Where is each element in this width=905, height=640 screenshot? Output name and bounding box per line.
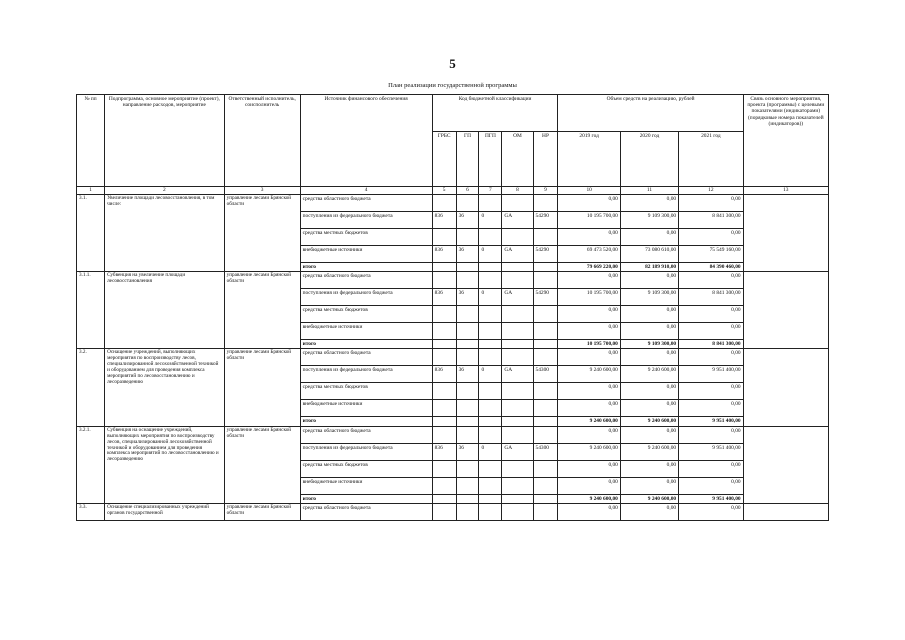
budget-code-pgp	[479, 229, 502, 246]
budget-code-pgp	[479, 323, 502, 340]
amount-y2020: 9 109 300,00	[620, 289, 678, 306]
header-indicator-link: Связь основного мероприятия, проекта (программы) с целевыми показателями (индикаторами) (порядковые номера показателей (индикаторов))	[743, 95, 828, 187]
budget-code-om	[502, 477, 533, 494]
amount-y2020: 0,00	[620, 383, 678, 400]
amount-y2019: 0,00	[558, 426, 620, 443]
amount-y2019: 69 473 520,00	[558, 246, 620, 263]
budget-code-gp	[456, 494, 479, 503]
table-row	[77, 272, 829, 289]
amount-y2019: 0,00	[558, 349, 620, 366]
budget-code-gp	[456, 383, 479, 400]
amount-y2019: 9 240 600,00	[558, 366, 620, 383]
funding-source: внебюджетные источники	[300, 400, 432, 417]
funding-source: итого	[300, 417, 432, 426]
budget-code-om	[502, 306, 533, 323]
budget-code-om	[502, 263, 533, 272]
amount-y2021: 0,00	[679, 460, 744, 477]
amount-y2019: 0,00	[558, 503, 620, 520]
amount-y2019: 0,00	[558, 229, 620, 246]
funding-source: поступления из федерального бюджета	[300, 289, 432, 306]
amount-y2021: 9 951 400,00	[679, 366, 744, 383]
budget-code-om: GA	[502, 289, 533, 306]
budget-code-pgp: 0	[479, 289, 502, 306]
amount-y2019: 9 240 600,00	[558, 443, 620, 460]
responsible-executor: управление лесами Брянской области	[224, 503, 300, 520]
budget-code-np	[533, 400, 558, 417]
amount-y2020: 0,00	[620, 195, 678, 212]
funding-source: поступления из федерального бюджета	[300, 443, 432, 460]
budget-code-grbs	[432, 340, 456, 349]
funding-source: поступления из федерального бюджета	[300, 366, 432, 383]
row-number: 3.2.	[77, 349, 105, 426]
budget-code-gp: 36	[456, 443, 479, 460]
budget-code-gp	[456, 272, 479, 289]
amount-y2021: 0,00	[679, 272, 744, 289]
table-row	[77, 503, 829, 520]
table-row	[77, 195, 829, 212]
header-program: Подпрограмма, основное мероприятие (проект), направление расходов, мероприятие	[105, 95, 225, 187]
funding-source: итого	[300, 340, 432, 349]
column-numbering-row	[77, 187, 829, 195]
header-2021: 2021 год	[679, 132, 744, 187]
budget-code-np	[533, 383, 558, 400]
amount-y2019: 9 240 600,00	[558, 417, 620, 426]
header-np: НР	[533, 132, 558, 187]
budget-code-pgp	[479, 460, 502, 477]
header-pgp: ПГП	[479, 132, 502, 187]
budget-code-pgp: 0	[479, 443, 502, 460]
budget-code-gp	[456, 460, 479, 477]
amount-y2020: 9 109 300,00	[620, 340, 678, 349]
budget-code-gp	[456, 503, 479, 520]
header-responsible: Ответственный исполнитель, соисполнитель	[224, 95, 300, 187]
amount-y2021: 0,00	[679, 400, 744, 417]
funding-source: внебюджетные источники	[300, 246, 432, 263]
budget-code-om: GA	[502, 443, 533, 460]
budget-code-pgp	[479, 400, 502, 417]
budget-code-om	[502, 503, 533, 520]
funding-source: средства областного бюджета	[300, 426, 432, 443]
column-number: 7	[479, 187, 502, 195]
budget-code-pgp	[479, 426, 502, 443]
column-number: 6	[456, 187, 479, 195]
budget-code-np	[533, 306, 558, 323]
row-number: 3.3.	[77, 503, 105, 520]
amount-y2020: 0,00	[620, 400, 678, 417]
budget-code-grbs	[432, 229, 456, 246]
amount-y2021: 0,00	[679, 383, 744, 400]
budget-code-grbs	[432, 349, 456, 366]
budget-code-om	[502, 229, 533, 246]
budget-code-gp	[456, 340, 479, 349]
budget-code-pgp	[479, 477, 502, 494]
budget-code-gp	[456, 477, 479, 494]
header-num: № пп	[77, 95, 105, 187]
funding-source: средства областного бюджета	[300, 503, 432, 520]
budget-code-grbs	[432, 503, 456, 520]
budget-code-gp: 36	[456, 246, 479, 263]
amount-y2021: 9 951 400,00	[679, 417, 744, 426]
budget-code-gp	[456, 195, 479, 212]
amount-y2020: 9 109 300,00	[620, 212, 678, 229]
indicator-link	[743, 272, 828, 349]
budget-code-pgp: 0	[479, 246, 502, 263]
activity-name: Субвенция на увеличение площади лесовосстановления	[105, 272, 225, 349]
responsible-executor: управление лесами Брянской области	[224, 195, 300, 272]
budget-code-np: 54300	[533, 443, 558, 460]
funding-source: итого	[300, 263, 432, 272]
amount-y2020: 82 189 910,00	[620, 263, 678, 272]
amount-y2021: 75 549 160,00	[679, 246, 744, 263]
budget-code-np	[533, 340, 558, 349]
amount-y2020: 0,00	[620, 503, 678, 520]
amount-y2020: 0,00	[620, 229, 678, 246]
header-source: Источник финансового обеспечения	[300, 95, 432, 187]
column-number: 4	[300, 187, 432, 195]
budget-code-np	[533, 272, 558, 289]
budget-code-pgp	[479, 417, 502, 426]
column-number: 8	[502, 187, 533, 195]
amount-y2020: 0,00	[620, 460, 678, 477]
budget-code-np	[533, 195, 558, 212]
amount-y2019: 10 195 700,00	[558, 340, 620, 349]
budget-code-gp	[456, 349, 479, 366]
budget-code-pgp	[479, 503, 502, 520]
row-number: 3.1.1.	[77, 272, 105, 349]
budget-code-np	[533, 229, 558, 246]
amount-y2021: 0,00	[679, 195, 744, 212]
funding-source: средства областного бюджета	[300, 195, 432, 212]
funding-source: итого	[300, 494, 432, 503]
budget-code-grbs	[432, 323, 456, 340]
activity-name: Увеличение площади лесовосстановления, в том числе:	[105, 195, 225, 272]
amount-y2019: 0,00	[558, 460, 620, 477]
amount-y2021: 84 390 460,00	[679, 263, 744, 272]
activity-name: Оснащение учреждений, выполняющих мероприятия по воспроизводству лесов, специализированной лесохозяйственной техникой и оборудованием для проведения комплекса мероприятий по лесовосстановлению и лесоразведению	[105, 349, 225, 426]
row-number: 3.1.	[77, 195, 105, 272]
amount-y2019: 0,00	[558, 477, 620, 494]
header-2019: 2019 год	[558, 132, 620, 187]
column-number: 10	[558, 187, 620, 195]
indicator-link	[743, 426, 828, 503]
amount-y2020: 0,00	[620, 272, 678, 289]
budget-code-grbs: 836	[432, 289, 456, 306]
budget-code-gp	[456, 263, 479, 272]
budget-code-np	[533, 417, 558, 426]
budget-code-pgp	[479, 272, 502, 289]
amount-y2019: 79 669 220,00	[558, 263, 620, 272]
amount-y2021: 9 951 400,00	[679, 494, 744, 503]
budget-code-np	[533, 460, 558, 477]
funding-source: внебюджетные источники	[300, 477, 432, 494]
amount-y2019: 10 195 700,00	[558, 289, 620, 306]
budget-code-np	[533, 477, 558, 494]
budget-code-gp	[456, 306, 479, 323]
header-grbs: ГРБС	[432, 132, 456, 187]
budget-code-grbs: 836	[432, 212, 456, 229]
budget-code-pgp	[479, 340, 502, 349]
budget-code-grbs	[432, 494, 456, 503]
amount-y2019: 0,00	[558, 383, 620, 400]
amount-y2020: 0,00	[620, 426, 678, 443]
budget-code-om	[502, 195, 533, 212]
budget-code-np	[533, 426, 558, 443]
plan-table	[76, 94, 829, 521]
budget-code-om	[502, 349, 533, 366]
funding-source: средства областного бюджета	[300, 349, 432, 366]
budget-code-gp	[456, 426, 479, 443]
column-number: 1	[77, 187, 105, 195]
indicator-link	[743, 195, 828, 272]
budget-code-gp	[456, 323, 479, 340]
amount-y2020: 9 240 600,00	[620, 494, 678, 503]
header-om: ОМ	[502, 132, 533, 187]
budget-code-om	[502, 340, 533, 349]
budget-code-np: 54300	[533, 366, 558, 383]
amount-y2020: 0,00	[620, 349, 678, 366]
funding-source: средства местных бюджетов	[300, 306, 432, 323]
indicator-link	[743, 503, 828, 520]
amount-y2019: 0,00	[558, 195, 620, 212]
responsible-executor: управление лесами Брянской области	[224, 426, 300, 503]
amount-y2021: 0,00	[679, 229, 744, 246]
responsible-executor: управление лесами Брянской области	[224, 349, 300, 426]
budget-code-pgp	[479, 383, 502, 400]
page-number: 5	[449, 56, 456, 71]
budget-code-grbs	[432, 400, 456, 417]
budget-code-gp	[456, 417, 479, 426]
budget-code-grbs: 836	[432, 366, 456, 383]
amount-y2021: 0,00	[679, 306, 744, 323]
column-number: 12	[679, 187, 744, 195]
activity-name: Субвенция на оснащение учреждений, выполняющих мероприятия по воспроизводству лесов, специализированной лесохозяйственной техникой и оборудованием для проведения комплекса мероприятий по лесовосстановлению и лесоразведению	[105, 426, 225, 503]
amount-y2020: 9 240 600,00	[620, 443, 678, 460]
budget-code-grbs	[432, 272, 456, 289]
budget-code-grbs	[432, 306, 456, 323]
column-number: 2	[105, 187, 225, 195]
amount-y2020: 0,00	[620, 306, 678, 323]
funding-source: поступления из федерального бюджета	[300, 212, 432, 229]
budget-code-om	[502, 323, 533, 340]
budget-code-np	[533, 494, 558, 503]
budget-code-grbs: 836	[432, 443, 456, 460]
budget-code-pgp: 0	[479, 366, 502, 383]
amount-y2020: 0,00	[620, 477, 678, 494]
budget-code-om	[502, 417, 533, 426]
budget-code-pgp	[479, 195, 502, 212]
budget-code-om: GA	[502, 212, 533, 229]
plan-body	[77, 195, 829, 521]
budget-code-pgp: 0	[479, 212, 502, 229]
budget-code-np	[533, 349, 558, 366]
amount-y2021: 0,00	[679, 503, 744, 520]
funding-source: средства местных бюджетов	[300, 229, 432, 246]
budget-code-om	[502, 460, 533, 477]
budget-code-pgp	[479, 349, 502, 366]
column-number: 9	[533, 187, 558, 195]
budget-code-om	[502, 272, 533, 289]
budget-code-om: GA	[502, 366, 533, 383]
budget-code-gp: 36	[456, 289, 479, 306]
budget-code-gp	[456, 400, 479, 417]
funding-source: средства областного бюджета	[300, 272, 432, 289]
amount-y2020: 9 240 600,00	[620, 417, 678, 426]
budget-code-np: 54290	[533, 246, 558, 263]
budget-code-grbs	[432, 460, 456, 477]
activity-name: Оснащение специализированных учреждений органов государственной	[105, 503, 225, 520]
budget-code-gp: 36	[456, 366, 479, 383]
amount-y2020: 73 080 610,00	[620, 246, 678, 263]
column-number: 11	[620, 187, 678, 195]
budget-code-grbs	[432, 383, 456, 400]
amount-y2021: 9 951 400,00	[679, 443, 744, 460]
budget-code-grbs: 836	[432, 246, 456, 263]
amount-y2019: 9 240 600,00	[558, 494, 620, 503]
amount-y2021: 8 841 300,00	[679, 340, 744, 349]
document-title: План реализации государственной программы	[388, 82, 517, 89]
amount-y2021: 0,00	[679, 323, 744, 340]
budget-code-grbs	[432, 426, 456, 443]
amount-y2020: 0,00	[620, 323, 678, 340]
indicator-link	[743, 349, 828, 426]
amount-y2019: 0,00	[558, 400, 620, 417]
header-gp: ГП	[456, 132, 479, 187]
column-number: 5	[432, 187, 456, 195]
funding-source: внебюджетные источники	[300, 323, 432, 340]
budget-code-pgp	[479, 263, 502, 272]
budget-code-np: 54290	[533, 212, 558, 229]
amount-y2021: 0,00	[679, 477, 744, 494]
amount-y2019: 10 195 700,00	[558, 212, 620, 229]
header-2020: 2020 год	[620, 132, 678, 187]
budget-code-np	[533, 323, 558, 340]
responsible-executor: управление лесами Брянской области	[224, 272, 300, 349]
budget-code-np: 54290	[533, 289, 558, 306]
amount-y2020: 9 240 600,00	[620, 366, 678, 383]
budget-code-om	[502, 494, 533, 503]
amount-y2019: 0,00	[558, 272, 620, 289]
amount-y2019: 0,00	[558, 306, 620, 323]
budget-code-pgp	[479, 306, 502, 323]
funding-source: средства местных бюджетов	[300, 383, 432, 400]
amount-y2021: 8 841 300,00	[679, 289, 744, 306]
table-row	[77, 349, 829, 366]
amount-y2019: 0,00	[558, 323, 620, 340]
budget-code-om	[502, 400, 533, 417]
budget-code-gp	[456, 229, 479, 246]
column-number: 3	[224, 187, 300, 195]
budget-code-np	[533, 263, 558, 272]
budget-code-np	[533, 503, 558, 520]
budget-code-grbs	[432, 263, 456, 272]
budget-code-grbs	[432, 195, 456, 212]
budget-code-om	[502, 426, 533, 443]
amount-y2021: 0,00	[679, 426, 744, 443]
amount-y2021: 8 841 300,00	[679, 212, 744, 229]
budget-code-gp: 36	[456, 212, 479, 229]
budget-code-om	[502, 383, 533, 400]
budget-code-grbs	[432, 417, 456, 426]
column-number: 13	[743, 187, 828, 195]
row-number: 3.2.1.	[77, 426, 105, 503]
table-row	[77, 426, 829, 443]
budget-code-om: GA	[502, 246, 533, 263]
funding-source: средства местных бюджетов	[300, 460, 432, 477]
header-volume: Объем средств на реализацию, рублей	[558, 95, 743, 132]
amount-y2021: 0,00	[679, 349, 744, 366]
header-budget-code: Код бюджетной классификации	[432, 95, 558, 132]
budget-code-pgp	[479, 494, 502, 503]
budget-code-grbs	[432, 477, 456, 494]
